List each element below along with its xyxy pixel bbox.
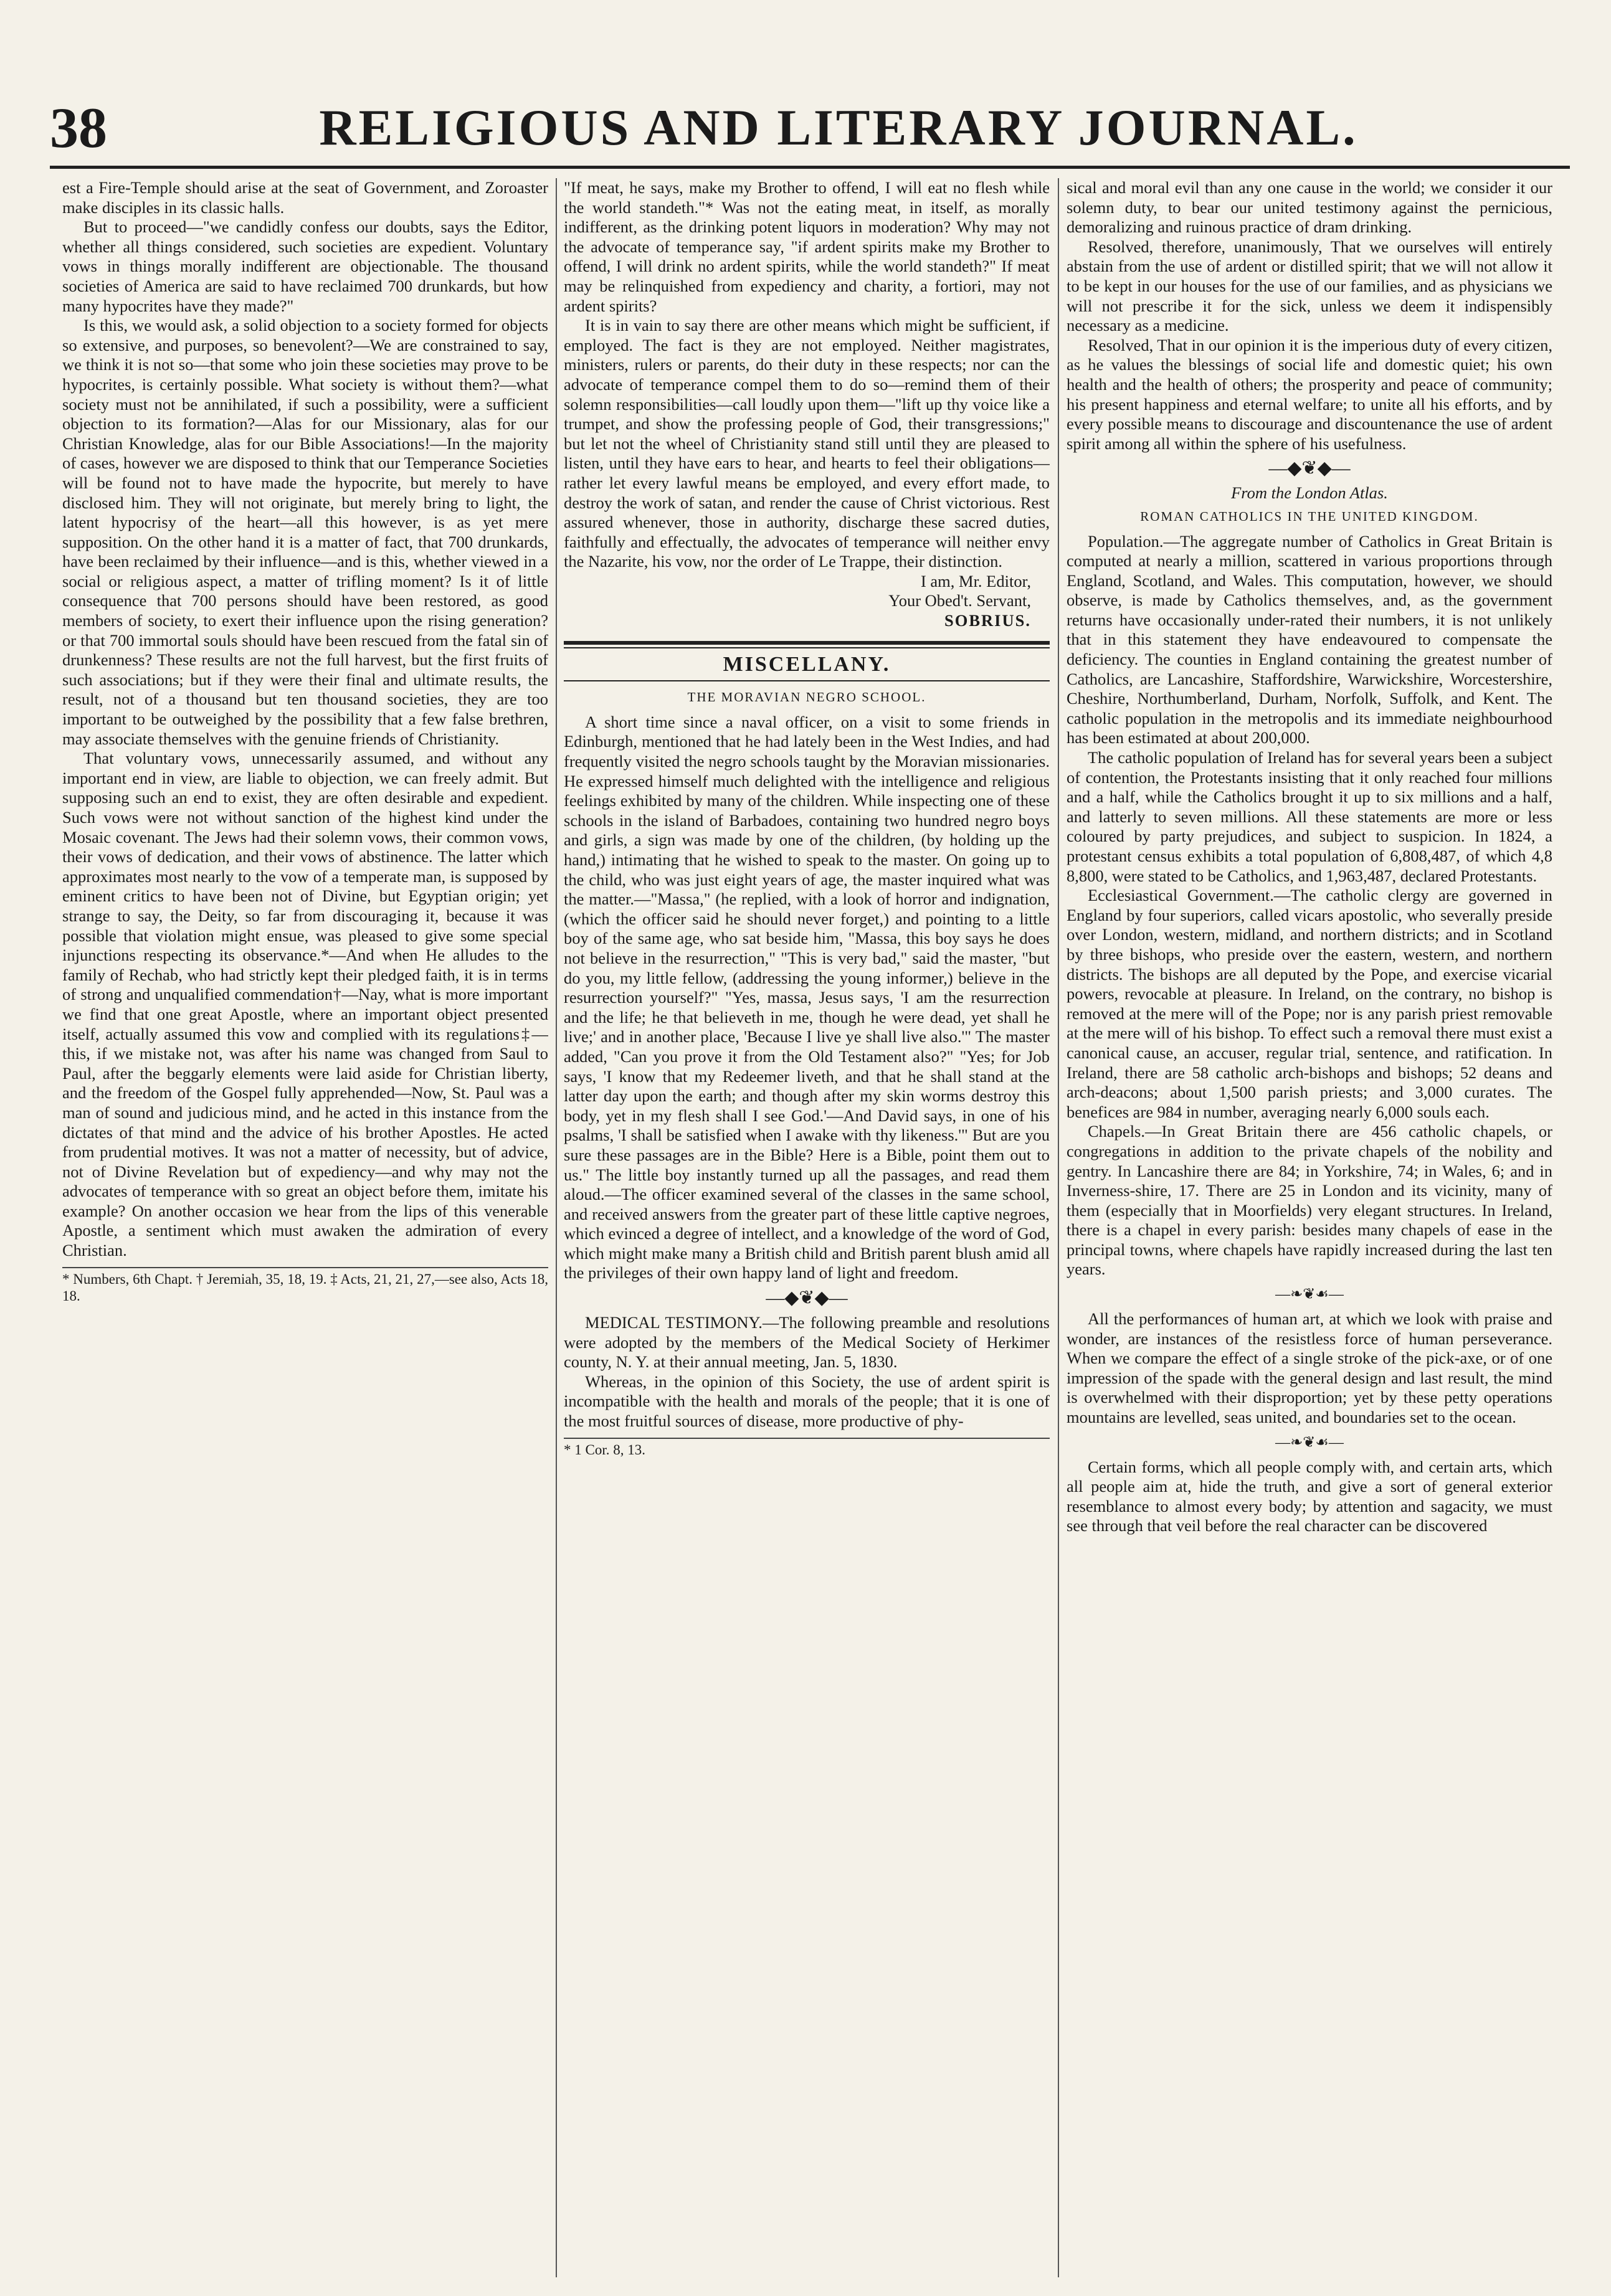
paragraph: Ecclesiastical Government.—The catholic clergy are governed in England by four superiors, called vicars apostolic, who severally preside over London, western, midland, and northern districts; and in Scotland by three bishops, who preside over the eastern, western, and northern districts. The bishops are all deputed by the Pope, and exercise vicarial powers, revocable at pleasure. In Ireland, on the contrary, no bishop is removed at the mere will of the Pope; nor is any parish priest removable at the mere will of his bishop. To effect such a removal there must exist a canonical cause, an accuser, regular trial, sentence, and ratification. In Ireland, there are 58 catholic arch-bishops and bishops; 52 deans and arch-deacons; about 1,500 parish priests; and 3,000 curates. The benefices are 984 in number, averaging nearly 6,000 souls each. xyxy=(1067,886,1552,1121)
paragraph: Resolved, therefore, unanimously, That we ourselves will entirely abstain from the use of ardent or distilled spirit; that we will not allow it to be kept in our houses for the use of our families, and as physicians we will not prescribe it for the sick, unless we deem it indispensibly necessary as a medicine. xyxy=(1067,237,1552,335)
paragraph: MEDICAL TESTIMONY.—The following preamble and resolutions were adopted by the members of the Medical Society of Herkimer county, N. Y. at their annual meeting, Jan. 5, 1830. xyxy=(564,1313,1050,1372)
column-1 xyxy=(62,178,548,2271)
paragraph: Is this, we would ask, a solid objection to a society formed for objects so extensive, and purposes, so benevolent?—We are constrained to say, we think it is not so—that some who join these societies may prove to be hypocrites, is certainly possible. What society is without them?—what society must not be annihilated, if such a possibility, were a sufficient objection to its formation?—Alas for our Missionary, alas for our Christian Knowledge, alas for our Bible Associations!—In the majority of cases, however we are disposed to think that our Temperance Societies will be found not to have made the hypocrite, but merely to have disclosed him. They will not originate, but merely bring to light, the latent hypocrisy of the heart—all this however, is as yet mere supposition. On the other hand it is a matter of fact, that 700 drunkards, have been reclaimed by their influence—and is this, whether viewed in a social or religious aspect, a matter of trifling moment? Is it of little consequence that 700 persons should have been restored, as good members of society, to exert their influence upon the rising generation? or that 700 immortal souls should have been rescued from the fatal sin of drunkenness? These results are not the full harvest, but the first fruits of such associations; but if they were their final and ultimate results, the result, not of a thousand but ten thousand societies, they are too important to be outweighed by the possibility that a few false brethren, may associate themselves with the genuine friends of Christianity. xyxy=(62,316,548,748)
masthead xyxy=(50,93,1570,162)
paragraph: It is in vain to say there are other means which might be sufficient, if employed. The fact is they are not employed. Neither magistrates, ministers, rulers or parents, do their duty in these respects; nor can the advocate of temperance compel them to do so—remind them of their solemn responsibilities—call loudly upon them—"lift up thy voice like a trumpet, and show the professing people of God, their transgressions;" but let not the wheel of Christianity stand still until they are pleased to listen, until they have ears to hear, and hearts to feel their obligations—rather let every lawful means be employed, and every effort made, to destroy the work of satan, and render the cause of Christ victorious. Rest assured whenever, those in authority, discharge these sacred duties, faithfully and effectually, the advocates of temperance will neither envy the Nazarite, his vow, nor the order of Le Trappe, their distinction. xyxy=(564,316,1050,571)
section-rule xyxy=(564,680,1050,681)
paragraph: The catholic population of Ireland has for several years been a subject of contention, the Protestants insisting that it only reached four millions and a half, while the Catholics brought it up to six millions and a half, and latterly to seven millions. All these statements are more or less coloured by party prejudices, and subject to suspicion. In 1824, a protestant census exhibits a total population of 6,808,487, of which 4,8 8,800, were stated to be Catholics, and 1,963,487, declared Protestants. xyxy=(1067,748,1552,885)
paragraph: That voluntary vows, unnecessarily assumed, and without any important end in view, are liable to objection, we can freely admit. But supposing such an end to exist, they are often desirable and expedient. Such vows were not without sanction of the highest kind under the Mosaic covenant. The Jews had their solemn vows, their common vows, their vows of dedication, and their vows of abstinence. The latter which approximates most nearly to the vow of a temperate man, is supposed by eminent critics to have been not of Divine, but Egyptian origin; yet strange to say, the Deity, so far from discouraging it, because it was possible that violation might ensue, was pleased to give some special injunctions respecting its observance.*—And when He alludes to the family of Rechab, who had strictly kept their pledged faith, it is in terms of strong and unqualified commendation†—Nay, what is more important we find that one great Apostle, where an important object presented itself, actually assumed this vow and complied with its regulations‡—this, if we mistake not, was after his name was changed from Saul to Paul, after the beggarly elements were laid aside for Christian liberty, and the freedom of the Gospel fully apprehended—Now, St. Paul was a man of sound and judicious mind, and he acted in this instance from the dictates of that mind and the advice of his brother Apostles. He acted from prudential motives. It was not a matter of necessity, but of advice, not of Divine Revelation but of expediency—and why may not the advocates of temperance with so great an object before them, imitate his example? On another occasion we hear from the lips of this venerable Apostle, a sentiment which must awaken the admiration of every Christian. xyxy=(62,749,548,1260)
signature-salutation: I am, Mr. Editor, xyxy=(920,571,1031,591)
paragraph: Whereas, in the opinion of this Society, the use of ardent spirit is incompatible with the health and morals of the people; that it is one of the most fruitful sources of disease, more productive of phy- xyxy=(564,1372,1050,1431)
signature-block xyxy=(564,572,1050,631)
paragraph: Population.—The aggregate number of Catholics in Great Britain is computed at nearly a million, scattered in various proportions through England, Scotland, and Wales. This computation, however, we should observe, is made by Catholics themselves, and, as the government returns have occasionally under-rated their numbers, it is not unlikely that in this statement they have endeavoured to compensate the deficiency. The counties in England containing the greatest number of Catholics, are Lancashire, Staffordshire, Warwickshire, Worcestershire, Cheshire, Northumberland, Durham, Norfolk, Suffolk, and Kent. The catholic population in the metropolis and its immediate neighbourhood has been estimated at about 200,000. xyxy=(1067,531,1552,747)
column-divider xyxy=(556,178,557,2277)
paragraph: "If meat, he says, make my Brother to offend, I will eat no flesh while the world standeth."* Was not the eating meat, in itself, as morally indifferent, as the drinking potent liquors in moderation? Why may not the advocate of temperance say, "if ardent spirits make my Brother to offend, I will drink no ardent spirits, while the world standeth?" If meat may be relinquished from expediency and charity, a fortiori, may not ardent spirits? xyxy=(564,178,1050,315)
section-rule xyxy=(564,647,1050,648)
paragraph: A short time since a naval officer, on a visit to some friends in Edinburgh, mentioned that he had lately been in the West Indies, and had frequently visited the negro schools taught by the Moravian missionaries. He expressed himself much delighted with the intelligence and religious feelings exhibited by many of the children. While inspecting one of these schools in the island of Barbadoes, containing two hundred negro boys and girls, a sign was made by one of the children, (by holding up the hand,) intimating that he wished to speak to the master. On going up to the child, who was just eight years of age, the master inquired what was the matter.—"Massa," (he replied, with a look of horror and indignation, (which the officer said he should never forget,) and pointing to a little boy of the same age, who sat beside him, "Massa, this boy says he does not believe in the resurrection," "This is very bad," said the master, "but do you, my little fellow, (addressing the young informer,) believe in the resurrection yourself?" "Yes, massa, Jesus says, 'I am the resurrection and the life; he that believeth in me, though he were dead, yet shall he live;' and in another place, 'Because I live ye shall live also.'" The master added, "Can you prove it from the Old Testament also?" "Yes; for Job says, 'I know that my Redeemer liveth, and that he shall stand at the latter day upon the earth; and though after my skin worms destroy this body, yet in my flesh shall I see God.'—And David says, in one of his psalms, 'I shall be satisfied when I awake with thy likeness.'" But are you sure these passages are in the Bible? Here is a Bible, point them out to us." The little boy instantly turned up all the passages, and read them aloud.—The officer examined several of the classes in the same school, and received answers from the greater part of these little captive negroes, which evinced a degree of intellect, and a knowledge of the word of God, which might make many a British child and British parent blush amid all the privileges of their own happy land of light and freedom. xyxy=(564,712,1050,1283)
page-number: 38 xyxy=(50,96,107,159)
column-2 xyxy=(564,178,1050,2271)
paragraph: sical and moral evil than any one cause in the world; we consider it our solemn duty, to bear our united testimony against the pernicious, demoralizing and ruinous practice of dram drinking. xyxy=(1067,178,1552,237)
paragraph: Certain forms, which all people comply with, and certain arts, which all people aim at, hide the truth, and give a sort of general exterior resemblance to almost every body; by attention and sagacity, we must see through that veil before the real character can be discovered xyxy=(1067,1457,1552,1535)
paragraph: Chapels.—In Great Britain there are 456 catholic chapels, or congregations in addition to the private chapels of the nobility and gentry. In Lancashire there are 84; in Yorkshire, 74; in Wales, 6; and in Inverness-shire, 17. There are 25 in London and its vicinity, many of them (especially that in Moorfields) very elegant structures. In Ireland, there is a chapel in every parish: besides many chapels of ease in the principal towns, where chapels have rapidly increased during the last ten years. xyxy=(1067,1122,1552,1279)
paragraph: But to proceed—"we candidly confess our doubts, says the Editor, whether all things considered, such societies are expedient. Voluntary vows in things morally indifferent are objectionable. The thousand societies of America are said to have reclaimed 700 drunkards, but how many hypocrites have they made?" xyxy=(62,217,548,315)
header-rule xyxy=(50,166,1570,169)
section-heading: MISCELLANY. xyxy=(723,652,891,676)
signature-name: SOBRIUS. xyxy=(944,611,1031,630)
footnote-rule xyxy=(564,1438,1050,1439)
paragraph: Resolved, That in our opinion it is the imperious duty of every citizen, as he values the blessings of social life and domestic quiet; his own health and the health of others; the prosperity and peace of community; his present happiness and eternal welfare; to unite all his efforts, and by every possible means to discourage and discountenance the use of ardent spirit among all within the sphere of his usefulness. xyxy=(1067,335,1552,453)
footnote: * 1 Cor. 8, 13. xyxy=(564,1441,645,1458)
signature-closing: Your Obed't. Servant, xyxy=(888,591,1031,610)
paragraph: All the performances of human art, at which we look with praise and wonder, are instances of the resistless force of human perseverance. When we compare the effect of a single stroke of the pick-axe, or of one impression of the spade with the general design and last result, the mind is overwhelmed with their disproportion; yet by these petty operations mountains are levelled, seas united, and boundaries set to the ocean. xyxy=(1067,1309,1552,1427)
ornament-divider: —❧❦☙— xyxy=(1275,1286,1344,1303)
ornament-divider: —◆❦◆— xyxy=(1268,458,1351,479)
footnote: * Numbers, 6th Chapt. † Jeremiah, 35, 18, 19. ‡ Acts, 21, 21, 27,—see also, Acts 18, 18. xyxy=(62,1271,548,1304)
section-rule xyxy=(564,641,1050,645)
paragraph: est a Fire-Temple should arise at the seat of Government, and Zoroaster make disciples in its classic halls. xyxy=(62,178,548,217)
footnote-rule xyxy=(62,1267,548,1268)
ornament-divider: —❧❦☙— xyxy=(1275,1434,1344,1451)
article-heading: THE MORAVIAN NEGRO SCHOOL. xyxy=(687,690,926,705)
ornament-divider: —◆❦◆— xyxy=(766,1288,848,1309)
journal-title: RELIGIOUS AND LITERARY JOURNAL. xyxy=(319,99,1358,156)
article-heading: ROMAN CATHOLICS IN THE UNITED KINGDOM. xyxy=(1140,508,1479,524)
column-3 xyxy=(1067,178,1552,2271)
column-divider xyxy=(1058,178,1059,2277)
article-source: From the London Atlas. xyxy=(1231,483,1388,503)
